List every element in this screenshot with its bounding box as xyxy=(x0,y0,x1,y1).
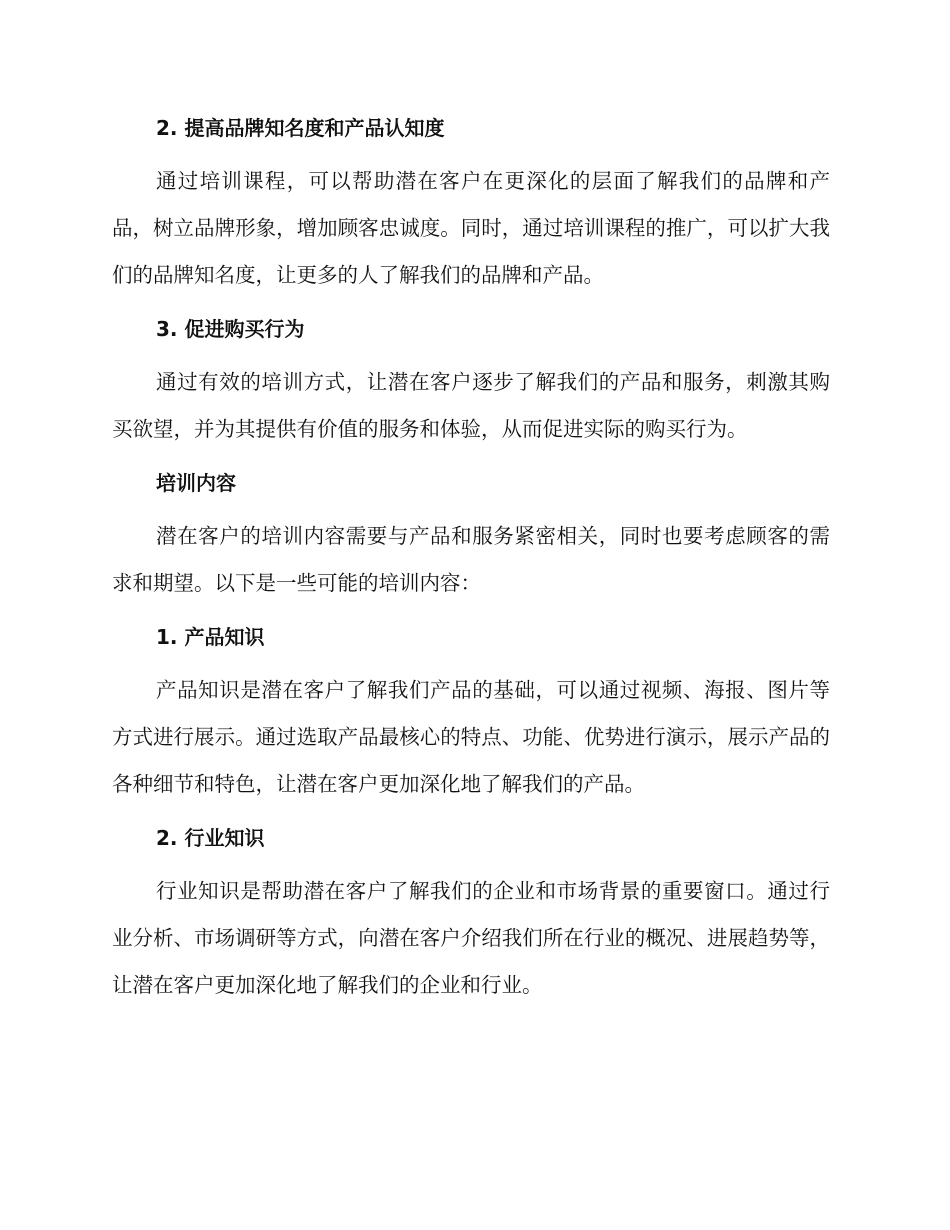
section-heading-training-content: 培训内容 xyxy=(156,471,236,495)
section-heading-industry-knowledge: 2. 行业知识 xyxy=(156,826,265,850)
section-heading-brand-awareness: 2. 提高品牌知名度和产品认知度 xyxy=(156,116,445,140)
paragraph-product-knowledge: 产品知识是潜在客户了解我们产品的基础，可以通过视频、海报、图片等方式进行展示。通过选取产品最核心的特点、功能、优势进行演示，展示产品的各种细节和特色，让潜在客户更加深化地了解我们的产品。 xyxy=(112,678,830,796)
section-heading-purchase-behavior: 3. 促进购买行为 xyxy=(156,317,305,341)
paragraph-industry-knowledge: 行业知识是帮助潜在客户了解我们的企业和市场背景的重要窗口。通过行业分析、市场调研等方式，向潜在客户介绍我们所在行业的概况、进展趋势等，让潜在客户更加深化地了解我们的企业和行业。 xyxy=(112,879,830,997)
paragraph-training-content: 潜在客户的培训内容需要与产品和服务紧密相关，同时也要考虑顾客的需求和期望。以下是一些可能的培训内容： xyxy=(112,524,830,595)
paragraph-purchase-behavior: 通过有效的培训方式，让潜在客户逐步了解我们的产品和服务，刺激其购买欲望，并为其提供有价值的服务和体验，从而促进实际的购买行为。 xyxy=(112,370,830,441)
section-heading-product-knowledge: 1. 产品知识 xyxy=(156,625,265,649)
document-page xyxy=(112,108,830,1009)
paragraph-brand-awareness: 通过培训课程，可以帮助潜在客户在更深化的层面了解我们的品牌和产品，树立品牌形象，增加顾客忠诚度。同时，通过培训课程的推广，可以扩大我们的品牌知名度，让更多的人了解我们的品牌和产品。 xyxy=(112,169,830,287)
